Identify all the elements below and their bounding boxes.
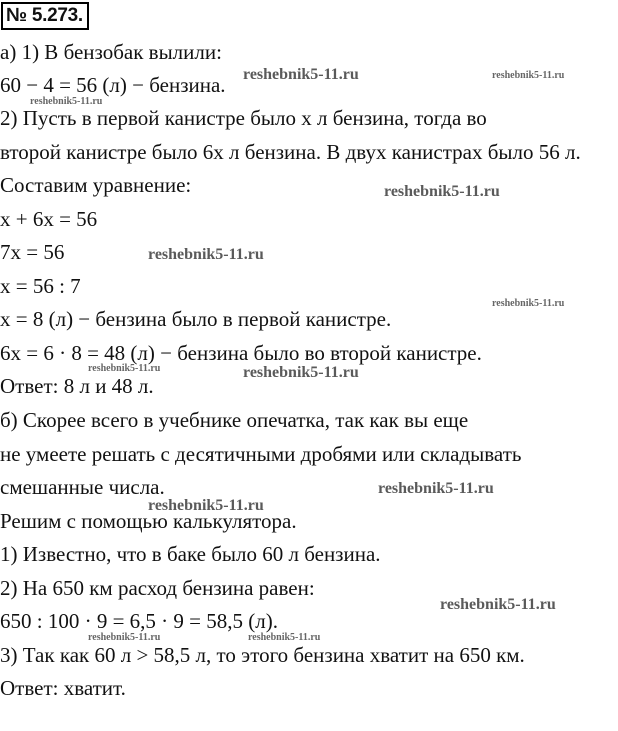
watermark: reshebnik5-11.ru [378,480,494,497]
watermark: reshebnik5-11.ru [492,298,565,309]
solution-line-3: 2) Пусть в первой канистре было x л бензина, тогда во [0,106,487,130]
answer-b: Ответ: хватит. [0,676,126,700]
watermark: reshebnik5-11.ru [248,632,321,643]
answer-a: Ответ: 8 л и 48 л. [0,374,154,398]
solution-line-4: второй канистре было 6x л бензина. В двух канистрах было 56 л. [0,140,581,164]
watermark: reshebnik5-11.ru [243,66,359,83]
solution-line-b6: 2) На 650 км расход бензина равен: [0,576,315,600]
watermark: reshebnik5-11.ru [30,96,103,107]
watermark: reshebnik5-11.ru [88,363,161,374]
watermark: reshebnik5-11.ru [492,70,565,81]
equation-line-2: 7x = 56 [0,240,65,264]
watermark: reshebnik5-11.ru [88,632,161,643]
solution-line-b4: Решим с помощью калькулятора. [0,509,297,533]
problem-number-box: № 5.273. [1,2,89,30]
watermark: reshebnik5-11.ru [148,497,264,514]
solution-line-b7: 650 : 100 · 9 = 6,5 · 9 = 58,5 (л). [0,609,278,633]
watermark: reshebnik5-11.ru [243,364,359,381]
watermark: reshebnik5-11.ru [440,596,556,613]
solution-line-b8: 3) Так как 60 л > 58,5 л, то этого бензина хватит на 650 км. [0,643,525,667]
solution-line-2: 60 − 4 = 56 (л) − бензина. [0,73,226,97]
equation-line-3: x = 56 : 7 [0,274,81,298]
solution-line-b2: не умеете решать с десятичными дробями или складывать [0,442,522,466]
equation-line-4: x = 8 (л) − бензина было в первой канистре. [0,307,392,331]
solution-line-b3: смешанные числа. [0,475,165,499]
watermark: reshebnik5-11.ru [384,183,500,200]
solution-line-5: Составим уравнение: [0,173,192,197]
equation-line-5: 6x = 6 · 8 = 48 (л) − бензина было во второй канистре. [0,341,482,365]
solution-line-1: а) 1) В бензобак вылили: [0,40,222,64]
solution-line-b1: б) Скорее всего в учебнике опечатка, так как вы еще [0,408,469,432]
watermark: reshebnik5-11.ru [148,246,264,263]
equation-line-1: x + 6x = 56 [0,207,98,231]
solution-line-b5: 1) Известно, что в баке было 60 л бензина. [0,542,381,566]
